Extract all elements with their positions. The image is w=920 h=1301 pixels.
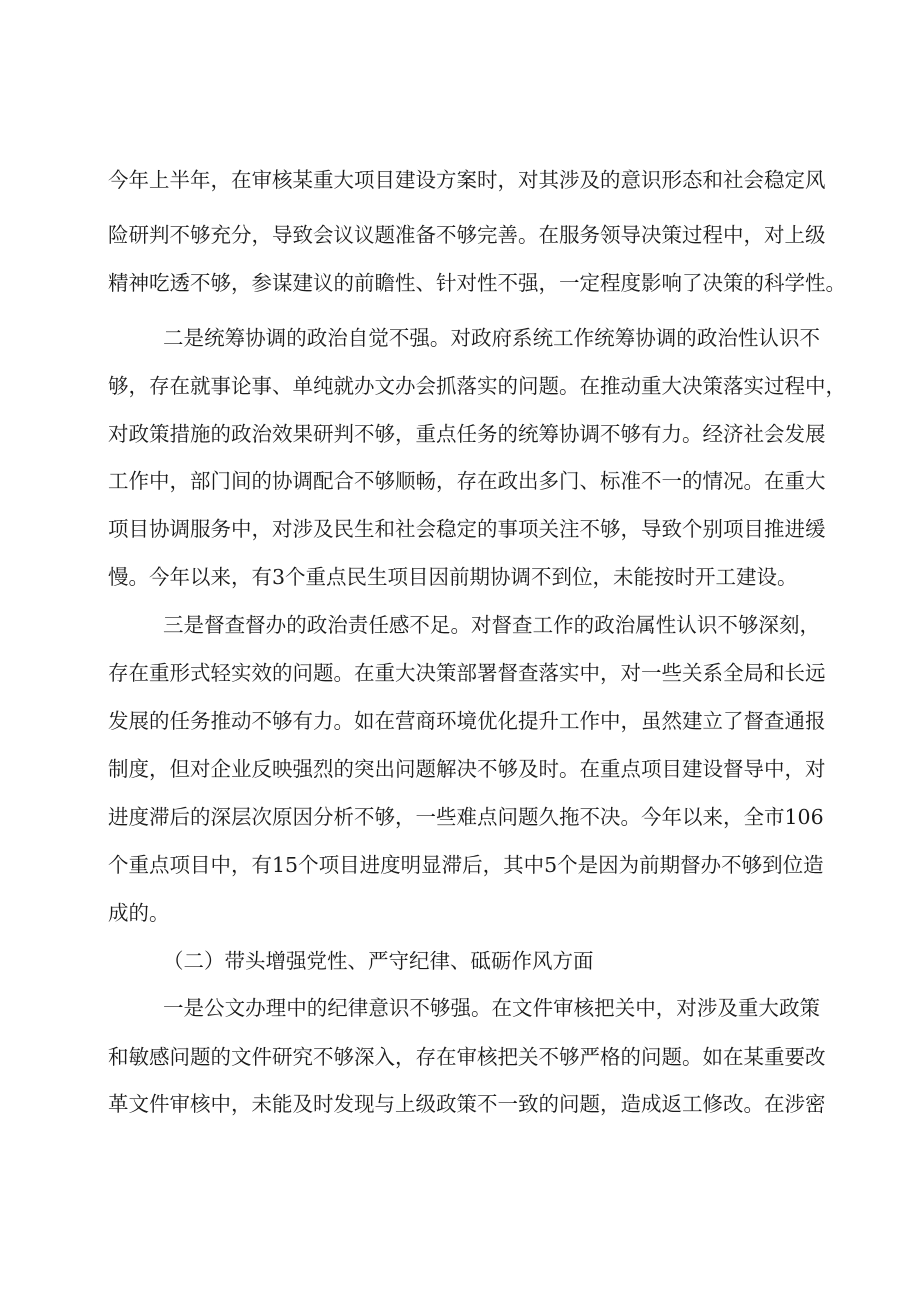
paragraph-3-line-5: 进度滞后的深层次原因分析不够，一些难点问题久拖不决。今年以来，全市106: [108, 805, 824, 829]
section-heading: （二）带头增强党性、严守纪律、砥砺作风方面: [163, 949, 594, 973]
paragraph-3-line-1: 三是督查督办的政治责任感不足。对督查工作的政治属性认识不够深刻，: [163, 613, 820, 637]
paragraph-3-line-3: 发展的任务推动不够有力。如在营商环境优化提升工作中，虽然建立了督查通报: [108, 709, 826, 733]
paragraph-4-line-2: 和敏感问题的文件研究不够深入，存在审核把关不够严格的问题。如在某重要改: [108, 1045, 826, 1069]
paragraph-2-line-4: 工作中，部门间的协调配合不够顺畅，存在政出多门、标准不一的情况。在重大: [108, 469, 826, 493]
paragraph-2-line-5: 项目协调服务中，对涉及民生和社会稳定的事项关注不够，导致个别项目推进缓: [108, 517, 826, 541]
paragraph-3-line-7: 成的。: [108, 901, 170, 925]
paragraph-3-line-2: 存在重形式轻实效的问题。在重大决策部署督查落实中，对一些关系全局和长远: [108, 661, 826, 685]
paragraph-1-line-2: 险研判不够充分，导致会议议题准备不够完善。在服务领导决策过程中，对上级: [108, 223, 826, 247]
paragraph-4-line-1: 一是公文办理中的纪律意识不够强。在文件审核把关中，对涉及重大政策: [163, 996, 820, 1020]
paragraph-2-line-1: 二是统筹协调的政治自觉不强。对政府系统工作统筹协调的政治性认识不: [163, 326, 820, 350]
paragraph-2-line-3: 对政策措施的政治效果研判不够，重点任务的统筹协调不够有力。经济社会发展: [108, 422, 826, 446]
paragraph-2-line-6: 慢。今年以来，有3个重点民生项目因前期协调不到位，未能按时开工建设。: [108, 565, 798, 589]
paragraph-3-line-4: 制度，但对企业反映强烈的突出问题解决不够及时。在重点项目建设督导中，对: [108, 757, 826, 781]
paragraph-3-line-6: 个重点项目中，有15个项目进度明显滞后，其中5个是因为前期督办不够到位造: [108, 853, 824, 877]
paragraph-4-line-3: 革文件审核中，未能及时发现与上级政策不一致的问题，造成返工修改。在涉密: [108, 1092, 826, 1116]
paragraph-2-line-2: 够，存在就事论事、单纯就办文办会抓落实的问题。在推动重大决策落实过程中，: [108, 374, 846, 398]
paragraph-1-line-3: 精神吃透不够，参谋建议的前瞻性、针对性不强，一定程度影响了决策的科学性。: [108, 271, 846, 295]
paragraph-1-line-1: 今年上半年，在审核某重大项目建设方案时，对其涉及的意识形态和社会稳定风: [108, 168, 826, 192]
